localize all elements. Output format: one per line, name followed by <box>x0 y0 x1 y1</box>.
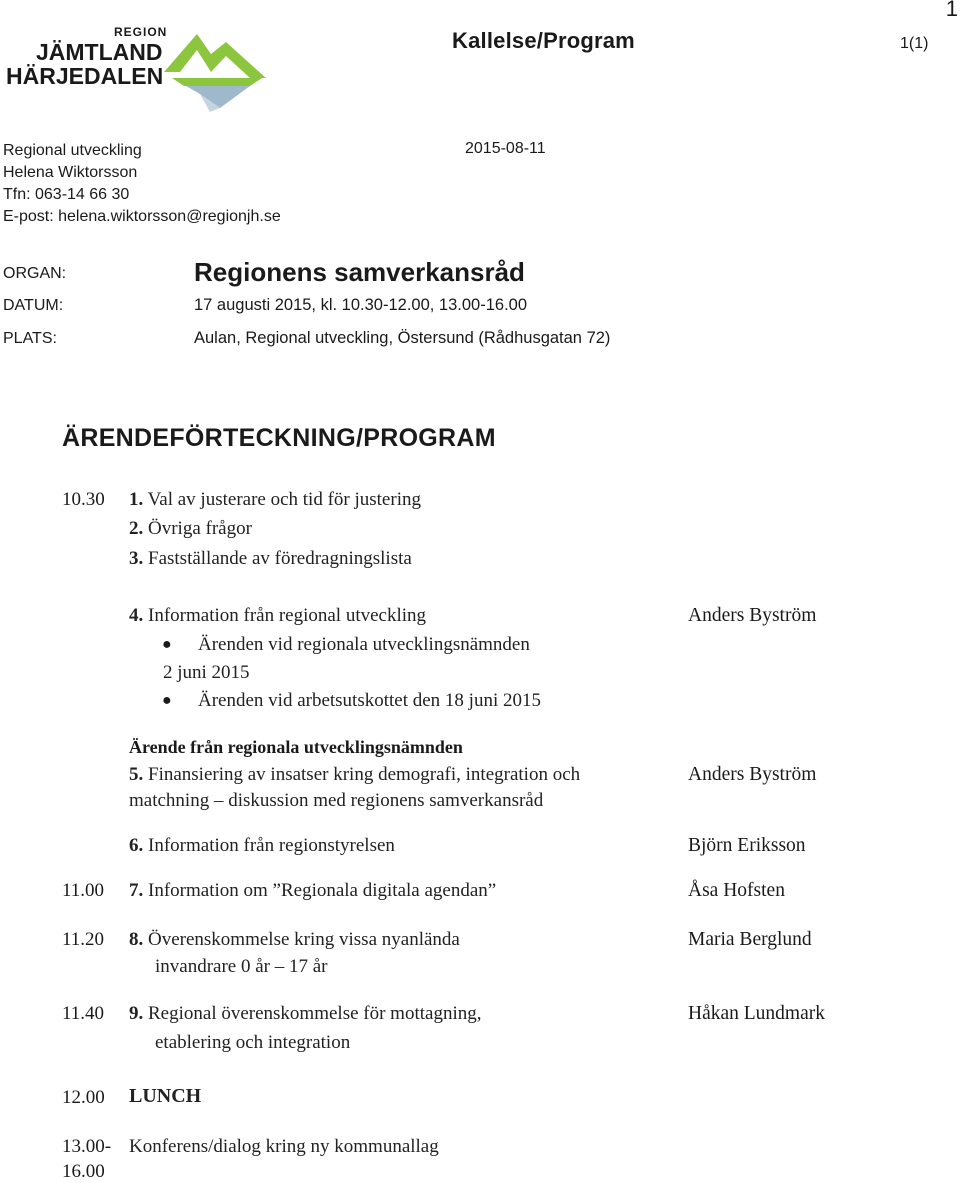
item-text: Information om ”Regionala digitala agendan” <box>148 880 497 901</box>
sender-phone: Tfn: 063-14 66 30 <box>3 186 130 203</box>
presenter: Anders Byström <box>688 605 817 626</box>
logo-text-jamtland: JÄMTLAND <box>36 39 163 65</box>
item-text-continued: invandrare 0 år – 17 år <box>155 956 328 977</box>
bullet-icon: ● <box>162 636 172 653</box>
time-slot: 12.00 <box>62 1087 105 1108</box>
agenda-item-1 <box>129 489 421 511</box>
bullet-text: Ärenden vid arbetsutskottet den 18 juni 2015 <box>198 690 541 711</box>
item-text: Övriga frågor <box>148 518 252 539</box>
agenda-item-8 <box>129 929 460 951</box>
document-date: 2015-08-11 <box>465 140 546 157</box>
page-count: 1(1) <box>900 35 929 52</box>
item-text: Regional överenskommelse för mottagning, <box>148 1003 482 1024</box>
sender-name: Helena Wiktorsson <box>3 164 138 181</box>
presenter: Björn Eriksson <box>688 835 806 856</box>
place-label: PLATS: <box>3 330 57 347</box>
agenda-item-2 <box>129 518 252 540</box>
item-text-continued: matchning – diskussion med regionens samverkansråd <box>129 790 544 811</box>
bullet-icon: ● <box>162 692 172 709</box>
item-number: 2. <box>129 518 144 539</box>
conference-item: Konferens/dialog kring ny kommunallag <box>129 1136 439 1157</box>
time-slot: 11.00 <box>62 880 105 901</box>
agenda-item-3 <box>129 548 412 570</box>
date-value: 17 augusti 2015, kl. 10.30-12.00, 13.00-16.00 <box>194 296 528 314</box>
item-number: 5. <box>129 764 144 785</box>
item-text: Överenskommelse kring vissa nyanlända <box>148 929 460 950</box>
sender-email: E-post: helena.wiktorsson@regionjh.se <box>3 208 281 225</box>
logo-mountain-mark <box>164 34 266 112</box>
presenter: Åsa Hofsten <box>688 880 785 901</box>
presenter: Håkan Lundmark <box>688 1003 825 1024</box>
agenda-heading: ÄRENDEFÖRTECKNING/PROGRAM <box>62 424 496 452</box>
agenda-item-7 <box>129 880 496 902</box>
item-number: 4. <box>129 605 144 626</box>
page-number: 1 <box>945 0 958 21</box>
place-value: Aulan, Regional utveckling, Östersund (Rådhusgatan 72) <box>194 329 611 347</box>
item-number: 9. <box>129 1003 144 1024</box>
agenda-item-9 <box>129 1003 481 1025</box>
organ-label: ORGAN: <box>3 265 67 282</box>
sender-department: Regional utveckling <box>3 142 142 159</box>
item-number: 6. <box>129 835 144 856</box>
document-type: Kallelse/Program <box>452 28 635 53</box>
item-text: Information från regional utveckling <box>148 605 427 626</box>
sender-block <box>3 140 281 228</box>
item-number: 3. <box>129 548 144 569</box>
lunch-label: LUNCH <box>129 1085 202 1107</box>
logo-text-region: REGION <box>114 25 168 39</box>
item-number: 7. <box>129 880 144 901</box>
organ-value: Regionens samverkansråd <box>194 257 525 287</box>
bullet-text: Ärenden vid regionala utvecklingsnämnden <box>198 634 530 655</box>
time-slot: 13.00- <box>62 1136 112 1157</box>
time-slot: 10.30 <box>62 489 105 510</box>
item-number: 1. <box>129 489 144 510</box>
logo-text-harjedalen: HÄRJEDALEN <box>6 63 164 89</box>
time-slot-continued: 16.00 <box>62 1161 105 1182</box>
time-slot: 11.20 <box>62 929 105 950</box>
item-text: Finansiering av insatser kring demografi, integration och <box>148 764 581 785</box>
agenda-item-6 <box>129 835 395 857</box>
time-slot: 11.40 <box>62 1003 105 1024</box>
bullet-text-continued: 2 juni 2015 <box>163 662 250 683</box>
item-text: Val av justerare och tid för justering <box>147 489 421 510</box>
region-logo <box>4 20 276 112</box>
item-text-continued: etablering och integration <box>155 1032 351 1053</box>
date-label: DATUM: <box>3 297 64 314</box>
item-text: Information från regionstyrelsen <box>148 835 395 856</box>
agenda-item-4 <box>129 605 426 627</box>
agenda-item-5 <box>129 764 580 786</box>
item-text: Fastställande av föredragningslista <box>148 548 412 569</box>
presenter: Maria Berglund <box>688 929 812 950</box>
presenter: Anders Byström <box>688 764 817 785</box>
section-subheading: Ärende från regionala utvecklingsnämnden <box>129 737 463 757</box>
item-number: 8. <box>129 929 144 950</box>
